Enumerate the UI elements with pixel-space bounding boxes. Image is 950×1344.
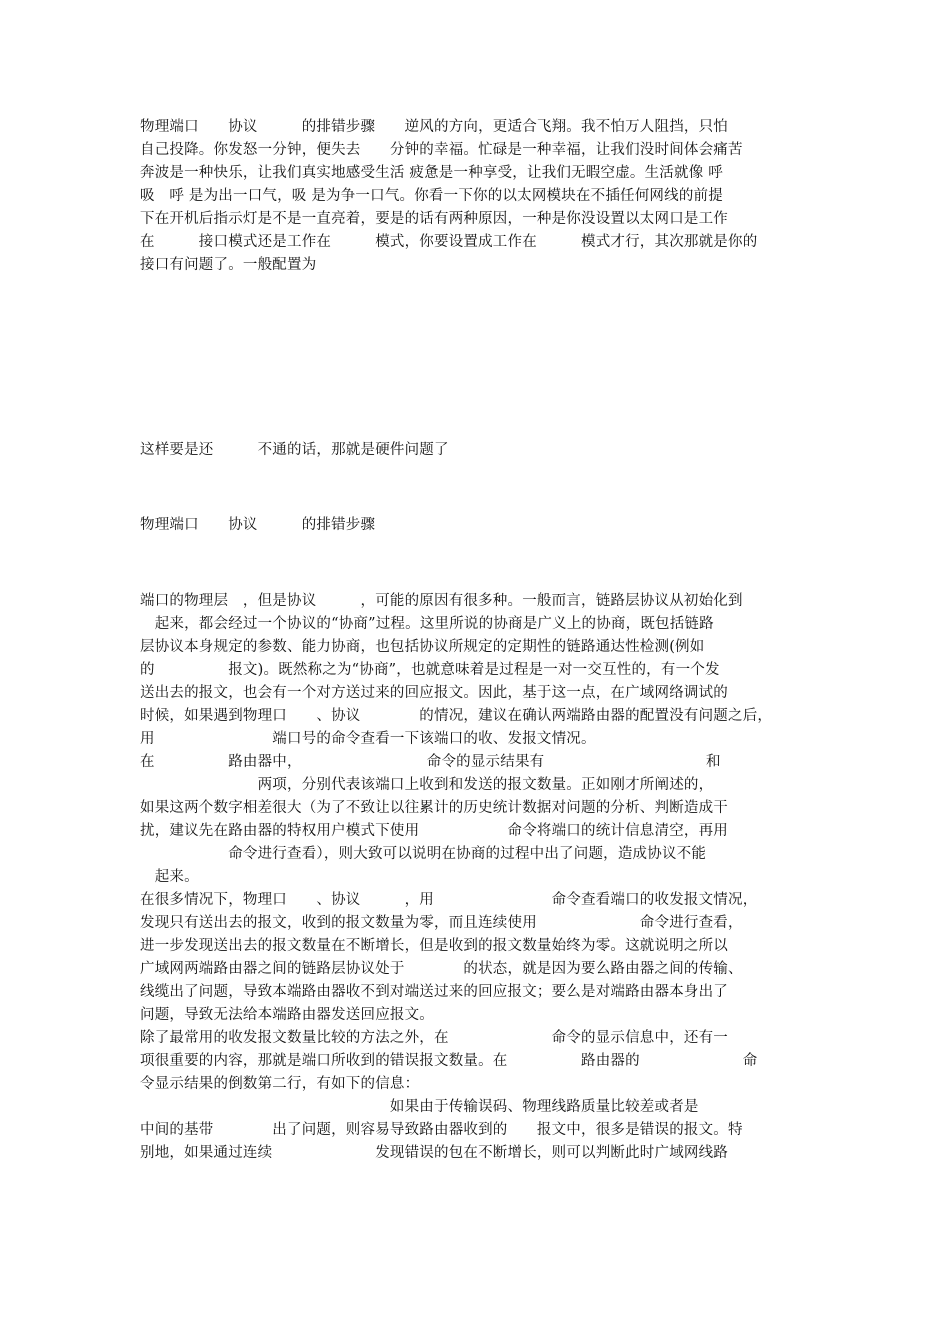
body-line: 在很多情况下，物理口 、协议 ，用 命令查看端口的收发报文情况， [140,892,758,908]
intro-line: 物理端口 协议 的排错步骤 逆风的方向，更适合飞翔。我不怕万人阻挡，只怕 [140,119,728,135]
body-line: 项很重要的内容，那就是端口所收到的错误报文数量。在 路由器的 命 [140,1053,758,1069]
body-line: 扰，建议先在路由器的特权用户模式下使用 命令将端口的统计信息清空，再用 [140,823,728,839]
body-line: 如果由于传输误码、物理线路质量比较差或者是 [140,1099,699,1115]
body-line: 起来，都会经过一个协议的“协商”过程。这里所说的协商是广义上的协商，既包括链路 [140,616,714,632]
body-line: 广域网两端路由器之间的链路层协议处于 的状态，就是因为要么路由器之间的传输、 [140,961,743,977]
body-line: 送出去的报文，也会有一个对方送过来的回应报文。因此，基于这一点，在广域网络调试的 [140,685,728,701]
intro-line: 奔波是一种快乐，让我们真实地感受生活 疲惫是一种享受，让我们无暇空虚。生活就像 呼 [140,165,723,181]
body-line: 端口的物理层 ，但是协议 ，可能的原因有很多种。一般而言，链路层协议从初始化到 [140,593,743,609]
section-heading: 物理端口 协议 的排错步骤 [140,517,376,533]
hardware-note: 这样要是还 不通的话，那就是硬件问题了 [140,442,449,458]
body-line: 起来。 [140,869,199,885]
body-line: 发现只有送出去的报文，收到的报文数量为零，而且连续使用 命令进行查看， [140,915,743,931]
intro-line: 自己投降。你发怒一分钟，便失去 分钟的幸福。忙碌是一种幸福，让我们没时间体会痛苦 [140,142,743,158]
intro-line: 吸 呼 是为出一口气，吸 是为争一口气。你看一下你的以太网模块在不插任何网线的前提 [140,188,723,204]
intro-line: 接口有问题了。一般配置为 [140,257,317,273]
body-line: 用 端口号的命令查看一下该端口的收、发报文情况。 [140,731,596,747]
body-line: 两项，分别代表该端口上收到和发送的报文数量。正如刚才所阐述的， [140,777,714,793]
body-line: 令显示结果的倒数第二行，有如下的信息： [140,1076,420,1092]
body-line: 线缆出了问题，导致本端路由器收不到对端送过来的回应报文；要么是对端路由器本身出了 [140,984,728,1000]
body-line: 别地，如果通过连续 发现错误的包在不断增长，则可以判断此时广域网线路 [140,1145,728,1161]
body-line: 进一步发现送出去的报文数量在不断增长，但是收到的报文数量始终为零。这就说明之所以 [140,938,728,954]
body-line: 命令进行查看），则大致可以说明在协商的过程中出了问题，造成协议不能 [140,846,707,862]
intro-line: 下在开机后指示灯是不是一直亮着，要是的话有两种原因，一种是你没设置以太网口是工作 [140,211,728,227]
body-line: 中间的基带 出了问题，则容易导致路由器收到的 报文中，很多是错误的报文。特 [140,1122,743,1138]
body-line: 如果这两个数字相差很大（为了不致让以往累计的历史统计数据对问题的分析、判断造成干 [140,800,728,816]
body-line: 的 报文)。既然称之为“协商”，也就意味着是过程是一对一交互性的，有一个发 [140,662,720,678]
body-line: 除了最常用的收发报文数量比较的方法之外，在 命令的显示信息中，还有一 [140,1030,728,1046]
body-line: 问题，导致无法给本端路由器发送回应报文。 [140,1007,434,1023]
body-line: 在 路由器中， 命令的显示结果有 和 [140,754,721,770]
body-line: 时候，如果遇到物理口 、协议 的情况，建议在确认两端路由器的配置没有问题之后， [140,708,773,724]
body-line: 层协议本身规定的参数、能力协商，也包括协议所规定的定期性的链路通达性检测(例如 [140,639,705,655]
intro-line: 在 接口模式还是工作在 模式，你要设置成工作在 模式才行，其次那就是你的 [140,234,758,250]
